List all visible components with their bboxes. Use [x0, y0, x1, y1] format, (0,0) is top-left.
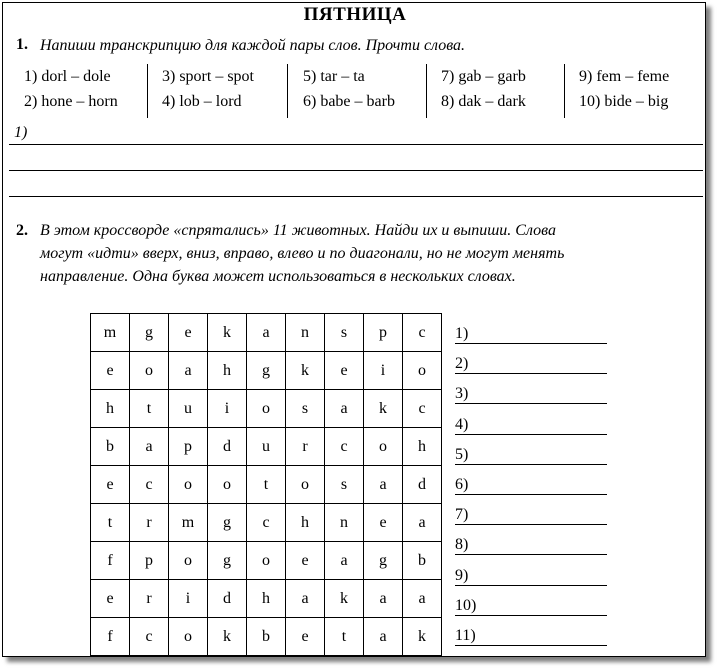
grid-cell[interactable]: m: [169, 504, 208, 542]
grid-cell[interactable]: c: [130, 466, 169, 504]
column-divider: [287, 64, 288, 118]
answer-number: 2): [455, 355, 469, 373]
grid-cell[interactable]: s: [325, 466, 364, 504]
answer-slot[interactable]: [455, 592, 607, 616]
grid-row: [91, 580, 442, 618]
answer-line: [455, 554, 607, 555]
grid-cell[interactable]: e: [91, 580, 130, 618]
grid-cell[interactable]: k: [325, 580, 364, 618]
grid-row: [91, 390, 442, 428]
grid-cell[interactable]: o: [169, 618, 208, 656]
grid-cell[interactable]: e: [91, 466, 130, 504]
grid-cell[interactable]: e: [286, 542, 325, 580]
grid-cell[interactable]: m: [91, 314, 130, 352]
instruction-line: могут «идти» вверх, вниз, вправо, влево и по диагонали, но не могут менять: [40, 245, 565, 262]
word-pair: 3) sport – spot: [162, 68, 254, 85]
answer-slot[interactable]: [455, 441, 607, 465]
answer-line: [455, 615, 607, 616]
grid-cell[interactable]: o: [403, 352, 442, 390]
grid-cell[interactable]: c: [325, 428, 364, 466]
grid-row: [91, 504, 442, 542]
word-pair: 10) bide – big: [579, 93, 669, 110]
grid-row: [91, 352, 442, 390]
answer-slot[interactable]: [455, 320, 607, 344]
word-pair: 5) tar – ta: [303, 68, 365, 85]
grid-row: [91, 314, 442, 352]
instruction-line: В этом кроссворде «спрятались» 11 животных. Найди их и выпиши. Слова: [40, 222, 556, 239]
writing-line: [9, 144, 703, 145]
grid-cell[interactable]: d: [208, 580, 247, 618]
grid-cell[interactable]: f: [91, 618, 130, 656]
grid-cell[interactable]: g: [208, 542, 247, 580]
grid-cell[interactable]: o: [364, 428, 403, 466]
grid-cell[interactable]: o: [169, 466, 208, 504]
grid-cell[interactable]: t: [130, 390, 169, 428]
grid-cell[interactable]: o: [247, 390, 286, 428]
grid-cell[interactable]: k: [208, 314, 247, 352]
grid-cell[interactable]: p: [364, 314, 403, 352]
grid-cell[interactable]: o: [130, 352, 169, 390]
grid-cell[interactable]: d: [208, 428, 247, 466]
answer-line: [455, 645, 607, 646]
grid-cell[interactable]: b: [91, 428, 130, 466]
grid-cell[interactable]: r: [130, 580, 169, 618]
grid-cell[interactable]: c: [130, 618, 169, 656]
answer-number: 3): [455, 385, 469, 403]
answer-line: [455, 585, 607, 586]
grid-cell[interactable]: n: [325, 504, 364, 542]
instruction-line: направление. Одна буква может использоваться в нескольких словах.: [40, 268, 516, 285]
grid-cell[interactable]: k: [286, 352, 325, 390]
answer-line: [455, 494, 607, 495]
word-search-grid: [90, 313, 442, 656]
grid-cell[interactable]: s: [286, 390, 325, 428]
answer-line: [455, 403, 607, 404]
column-divider: [426, 64, 427, 118]
grid-cell[interactable]: u: [169, 390, 208, 428]
grid-cell[interactable]: c: [403, 314, 442, 352]
grid-cell[interactable]: r: [286, 428, 325, 466]
answer-line: [455, 373, 607, 374]
grid-cell[interactable]: g: [364, 542, 403, 580]
grid-cell[interactable]: t: [91, 504, 130, 542]
grid-cell[interactable]: g: [247, 352, 286, 390]
grid-cell[interactable]: n: [286, 314, 325, 352]
grid-cell[interactable]: c: [247, 504, 286, 542]
grid-cell[interactable]: s: [325, 314, 364, 352]
grid-row: [91, 466, 442, 504]
word-pair: 8) dak – dark: [441, 93, 526, 110]
grid-cell[interactable]: p: [169, 428, 208, 466]
answer-slot[interactable]: [455, 471, 607, 495]
grid-cell[interactable]: e: [91, 352, 130, 390]
answer-slot[interactable]: [455, 350, 607, 374]
task1-instruction: Напиши транскрипцию для каждой пары слов. Прочти слова.: [40, 37, 466, 54]
grid-cell[interactable]: a: [325, 390, 364, 428]
word-pair: 6) babe – barb: [303, 93, 395, 110]
answer-slot[interactable]: [455, 562, 607, 586]
grid-cell[interactable]: t: [325, 618, 364, 656]
grid-row: [91, 428, 442, 466]
page-title: ПЯТНИЦА: [303, 4, 407, 25]
word-pair: 9) fem – feme: [579, 68, 670, 85]
grid-cell[interactable]: a: [403, 580, 442, 618]
grid-cell[interactable]: e: [364, 504, 403, 542]
grid-cell[interactable]: a: [403, 504, 442, 542]
answer-line: [455, 464, 607, 465]
grid-cell[interactable]: a: [286, 580, 325, 618]
grid-cell[interactable]: o: [169, 542, 208, 580]
grid-cell[interactable]: b: [403, 542, 442, 580]
writing-line: [9, 196, 703, 197]
grid-cell[interactable]: a: [130, 428, 169, 466]
answer-slot[interactable]: [455, 411, 607, 435]
answer-line: [455, 434, 607, 435]
grid-cell[interactable]: h: [208, 352, 247, 390]
answer-slot[interactable]: [455, 501, 607, 525]
answer-number: 4): [455, 415, 469, 433]
answer-number: 7): [455, 506, 469, 524]
grid-cell[interactable]: o: [247, 542, 286, 580]
grid-cell[interactable]: t: [247, 466, 286, 504]
writing-line: [9, 170, 703, 171]
grid-cell[interactable]: a: [325, 542, 364, 580]
answer-slot[interactable]: [455, 622, 607, 646]
answer-slot[interactable]: [455, 531, 607, 555]
word-pair: 4) lob – lord: [162, 93, 242, 110]
grid-cell[interactable]: i: [208, 390, 247, 428]
grid-cell[interactable]: g: [130, 314, 169, 352]
grid-cell[interactable]: h: [91, 390, 130, 428]
answer-number: 5): [455, 445, 469, 463]
task2-number: 2.: [16, 222, 28, 239]
grid-cell[interactable]: i: [364, 352, 403, 390]
grid-cell[interactable]: g: [208, 504, 247, 542]
grid-cell[interactable]: u: [247, 428, 286, 466]
grid-cell[interactable]: e: [325, 352, 364, 390]
answer-number: 1): [455, 325, 469, 342]
grid-cell[interactable]: k: [403, 618, 442, 656]
word-pair: 7) gab – garb: [441, 68, 526, 85]
task2-instruction: [40, 219, 700, 288]
grid-row: [91, 542, 442, 580]
grid-cell[interactable]: d: [403, 466, 442, 504]
word-pair: 2) hone – horn: [24, 93, 118, 110]
grid-cell[interactable]: h: [403, 428, 442, 466]
answer-number: 10): [455, 596, 477, 614]
answer-line: [455, 524, 607, 525]
grid-cell[interactable]: k: [208, 618, 247, 656]
grid-cell[interactable]: p: [130, 542, 169, 580]
grid-cell[interactable]: o: [286, 466, 325, 504]
grid-cell[interactable]: f: [91, 542, 130, 580]
answer-number: 11): [455, 627, 476, 644]
answer-line: [455, 343, 607, 344]
grid-cell[interactable]: k: [364, 390, 403, 428]
answer-line-label: 1): [14, 124, 28, 141]
word-pairs-table: [10, 64, 700, 118]
grid-cell[interactable]: a: [169, 352, 208, 390]
grid-cell[interactable]: e: [169, 314, 208, 352]
grid-cell[interactable]: h: [247, 580, 286, 618]
grid-cell[interactable]: a: [364, 466, 403, 504]
answer-number: 8): [455, 536, 469, 554]
column-divider: [147, 64, 148, 118]
answer-number: 6): [455, 476, 469, 493]
grid-cell[interactable]: e: [286, 618, 325, 656]
grid-cell[interactable]: c: [403, 390, 442, 428]
word-pair: 1) dorl – dole: [24, 68, 111, 85]
column-divider: [564, 64, 565, 118]
grid-cell[interactable]: a: [364, 618, 403, 656]
grid-cell[interactable]: i: [169, 580, 208, 618]
task1-number: 1.: [16, 36, 28, 53]
grid-cell[interactable]: a: [247, 314, 286, 352]
grid-row: [91, 618, 442, 656]
grid-cell[interactable]: h: [286, 504, 325, 542]
grid-cell[interactable]: b: [247, 618, 286, 656]
grid-cell[interactable]: r: [130, 504, 169, 542]
answer-slot[interactable]: [455, 380, 607, 404]
grid-cell[interactable]: a: [364, 580, 403, 618]
answer-number: 9): [455, 566, 469, 584]
grid-cell[interactable]: o: [208, 466, 247, 504]
